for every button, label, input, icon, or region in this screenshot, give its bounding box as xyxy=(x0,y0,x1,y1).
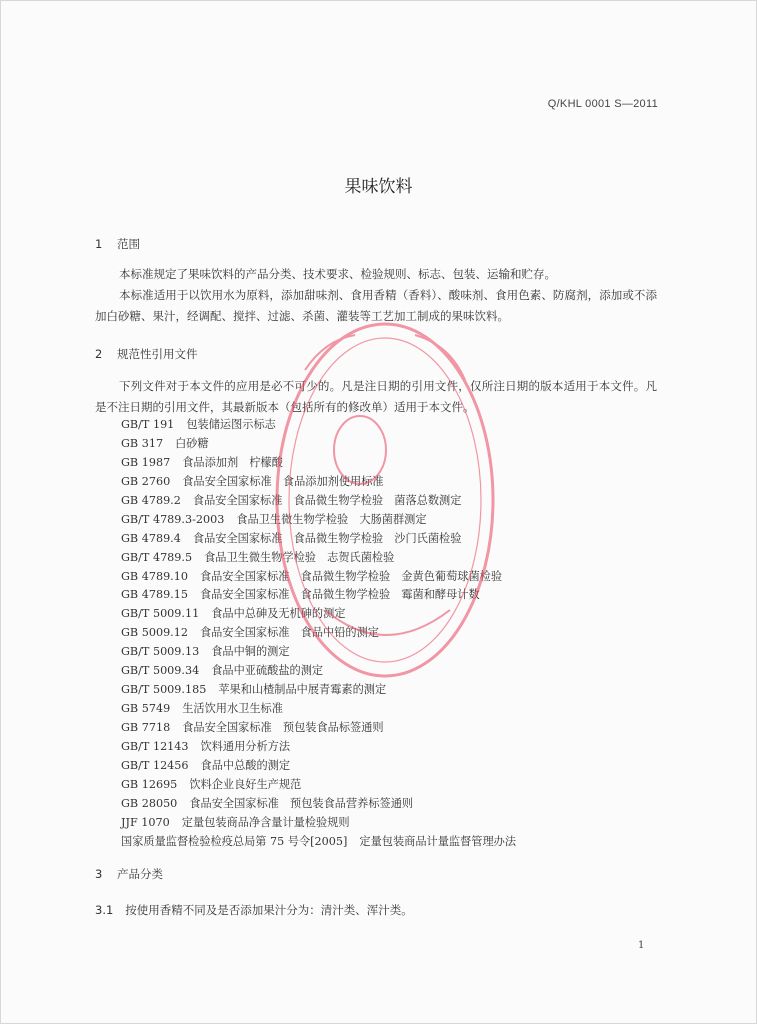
reference-item: GB/T 5009.13 食品中铜的测定 xyxy=(121,645,290,659)
reference-item: GB/T 5009.11 食品中总砷及无机砷的测定 xyxy=(121,607,346,621)
section-2-number: 2 xyxy=(95,347,103,361)
reference-item: GB/T 4789.3-2003 食品卫生微生物学检验 大肠菌群测定 xyxy=(121,512,427,526)
reference-item: GB/T 5009.34 食品中亚硫酸盐的测定 xyxy=(121,664,324,678)
reference-item: GB 4789.15 食品安全国家标准 食品微生物学检验 霉菌和酵母计数 xyxy=(121,588,480,602)
section-1-number: 1 xyxy=(95,237,103,251)
section-2-title: 规范性引用文件 xyxy=(117,347,198,361)
reference-item: GB 5749 生活饮用水卫生标准 xyxy=(121,702,283,716)
reference-item: GB 317 白砂糖 xyxy=(121,436,209,450)
clause-3-1-text: 按使用香精不同及是否添加果汁分为：清汁类、浑汁类。 xyxy=(125,903,413,917)
reference-item: GB/T 4789.5 食品卫生微生物学检验 志贺氏菌检验 xyxy=(121,550,395,564)
reference-item: GB/T 12143 饮料通用分析方法 xyxy=(121,739,291,753)
section-1-heading xyxy=(95,236,140,252)
reference-item: GB 7718 食品安全国家标准 预包装食品标签通则 xyxy=(121,721,384,734)
section-3-number: 3 xyxy=(95,867,103,881)
section-1-paragraph-1: 本标准规定了果味饮料的产品分类、技术要求、检验规则、标志、包装、运输和贮存。 xyxy=(119,267,556,281)
reference-item: GB/T 191 包装储运图示标志 xyxy=(121,418,276,431)
reference-item: GB/T 5009.185 苹果和山楂制品中展青霉素的测定 xyxy=(121,683,387,697)
reference-item: GB 12695 饮料企业良好生产规范 xyxy=(121,777,302,791)
reference-item: GB 5009.12 食品安全国家标准 食品中铅的测定 xyxy=(121,626,379,640)
clause-3-1 xyxy=(95,902,413,918)
page-number: 1 xyxy=(638,940,645,951)
reference-item: GB 4789.4 食品安全国家标准 食品微生物学检验 沙门氏菌检验 xyxy=(121,531,462,545)
clause-3-1-number: 3.1 xyxy=(95,903,114,917)
reference-item: 国家质量监督检验检疫总局第 75 号令[2005] 定量包装商品计量监督管理办法 xyxy=(121,834,517,848)
reference-item: GB 1987 食品添加剂 柠檬酸 xyxy=(121,455,283,469)
section-1-paragraph-2: 本标准适用于以饮用水为原料，添加甜味剂、食用香精（香料）、酸味剂、食用色素、防腐剂，添加或不添加白砂糖、果汁，经调配、搅拌、过滤、杀菌、灌装等工艺加工制成的果味饮料。 xyxy=(95,288,657,323)
reference-item: GB 4789.10 食品安全国家标准 食品微生物学检验 金黄色葡萄球菌检验 xyxy=(121,569,503,583)
document-code: Q/KHL 0001 S—2011 xyxy=(547,98,658,110)
reference-item: GB/T 12456 食品中总酸的测定 xyxy=(121,758,291,772)
document-title: 果味饮料 xyxy=(344,177,413,197)
reference-item: JJF 1070 定量包装商品净含量计量检验规则 xyxy=(121,815,350,829)
reference-item: GB 28050 食品安全国家标准 预包装食品营养标签通则 xyxy=(121,796,414,810)
reference-item: GB 4789.2 食品安全国家标准 食品微生物学检验 菌落总数测定 xyxy=(121,493,462,507)
section-2-intro: 下列文件对于本文件的应用是必不可少的。凡是注日期的引用文件，仅所注日期的版本适用于本文件。凡是不注日期的引用文件，其最新版本（包括所有的修改单）适用于本文件。 xyxy=(95,379,657,414)
section-2-heading xyxy=(95,346,198,362)
section-3-title: 产品分类 xyxy=(117,867,163,881)
red-seal-stamp-icon xyxy=(265,310,505,690)
reference-item: GB 2760 食品安全国家标准 食品添加剂使用标准 xyxy=(121,474,384,488)
section-3-heading xyxy=(95,866,163,882)
section-1-title: 范围 xyxy=(117,237,140,251)
